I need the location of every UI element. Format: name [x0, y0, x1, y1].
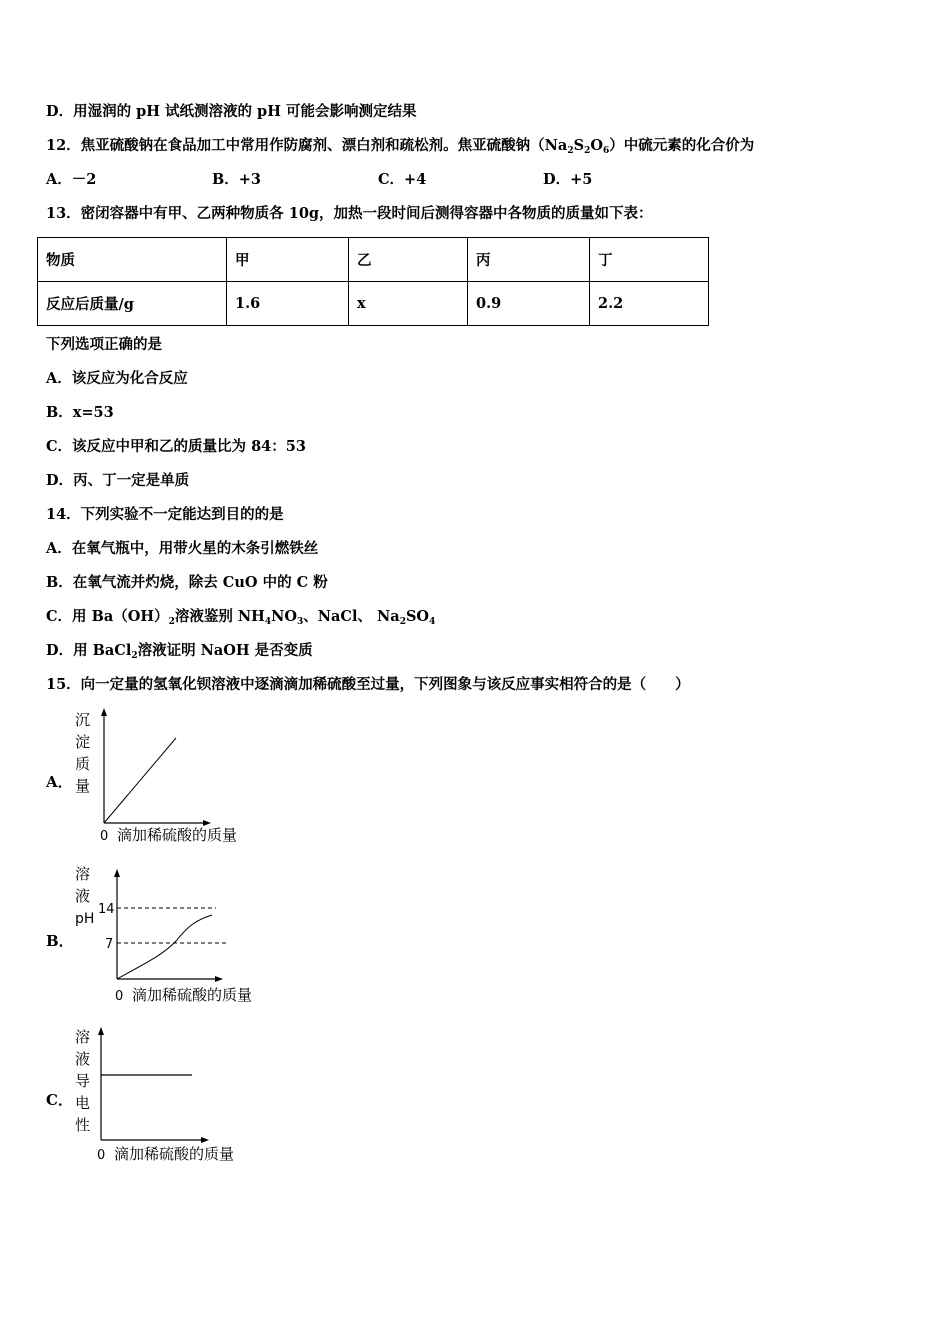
q12-option-d: D．+5 — [543, 171, 593, 188]
graph-a-origin: 0 — [100, 829, 109, 844]
table-cell: 2.2 — [590, 282, 709, 326]
q15-stem: 15．向一定量的氢氧化钡溶液中逐滴滴加稀硫酸至过量，下列图象与该反应事实相符合的是（ ） — [46, 676, 690, 693]
graph-c-y-arrow — [98, 1027, 104, 1035]
table-cell: 1.6 — [227, 282, 349, 326]
graph-c — [70, 1022, 270, 1172]
q14-d-post: 溶液证明 NaOH 是否变质 — [137, 642, 313, 659]
q14-option-b: B．在氧气流并灼烧，除去 CuO 中的 C 粉 — [46, 574, 328, 591]
q13-prompt: 下列选项正确的是 — [46, 336, 162, 353]
graph-b-x-arrow — [215, 976, 223, 982]
graph-a — [70, 705, 270, 850]
q14-option-c — [46, 608, 435, 631]
graph-c-ylabel-4: 性 — [75, 1116, 91, 1134]
graph-c-xlabel: 滴加稀硫酸的质量 — [114, 1145, 235, 1163]
graph-c-ylabel-0: 溶 — [75, 1028, 91, 1046]
q12-option-a: A．－2 — [46, 171, 97, 188]
table-cell: x — [349, 282, 468, 326]
graph-b-xlabel: 滴加稀硫酸的质量 — [132, 986, 253, 1004]
graph-a-y-arrow — [101, 708, 107, 716]
q12-sub1: 2 — [567, 146, 574, 156]
graph-b-tick-7: 7 — [105, 937, 114, 952]
q11-option-d: D．用湿润的 pH 试纸测溶液的 pH 可能会影响测定结果 — [46, 103, 417, 120]
graph-a-label: A． — [46, 773, 73, 791]
graph-b-ylabel-1: 液 — [75, 887, 91, 905]
q13-option-a: A．该反应为化合反应 — [46, 370, 188, 387]
q12-sub3: 6 — [602, 146, 610, 156]
table-cell: 甲 — [227, 238, 349, 282]
q14-option-a: A．在氧气瓶中，用带火星的木条引燃铁丝 — [46, 540, 319, 557]
q14-stem: 14．下列实验不一定能达到目的的是 — [46, 506, 284, 523]
graph-a-xlabel: 滴加稀硫酸的质量 — [117, 826, 238, 844]
q12-option-b: B．+3 — [212, 171, 261, 188]
q14-c-sub2: 4 — [264, 617, 272, 627]
table-cell: 反应后质量/g — [38, 282, 227, 326]
graph-b-curve — [117, 915, 212, 979]
q14-c-post2: SO — [405, 608, 430, 625]
graph-b-label: B． — [46, 932, 74, 950]
table-cell: 丙 — [468, 238, 590, 282]
q12-sub2: 2 — [584, 146, 591, 156]
graph-a-ylabel-0: 沉 — [75, 711, 91, 729]
q13-table — [37, 237, 709, 326]
q14-d-pre: D．用 BaCl — [46, 642, 132, 659]
graph-a-ylabel-2: 质 — [75, 755, 91, 773]
q14-c-sub: 2 — [168, 617, 175, 627]
graph-c-x-arrow — [201, 1137, 209, 1143]
q13-option-c: C．该反应中甲和乙的质量比为 84：53 — [46, 438, 306, 455]
graph-c-ylabel-2: 导 — [75, 1072, 91, 1090]
graph-b-ylabel-2: pH — [75, 911, 95, 927]
table-row — [38, 282, 709, 326]
table-cell: 丁 — [590, 238, 709, 282]
table-row — [38, 238, 709, 282]
q12-stem-before: 12．焦亚硫酸钠在食品加工中常用作防腐剂、漂白剂和疏松剂。焦亚硫酸钠（Na — [46, 137, 568, 154]
graph-b-ylabel-0: 溶 — [75, 865, 91, 883]
q12-stem-after: ）中硫元素的化合价为 — [609, 137, 755, 154]
graph-b-y-arrow — [114, 869, 120, 877]
q14-c-sub3: 3 — [297, 617, 304, 627]
q12-s: S — [573, 137, 585, 154]
q12-stem — [46, 137, 754, 160]
graph-c-origin: 0 — [97, 1148, 106, 1163]
graph-c-ylabel-3: 电 — [75, 1094, 91, 1112]
graph-c-label: C． — [46, 1091, 73, 1109]
graph-c-ylabel-1: 液 — [75, 1050, 91, 1068]
q14-c-mid: 溶液鉴别 NH — [174, 608, 265, 625]
graph-a-ylabel-1: 淀 — [75, 733, 91, 751]
table-cell: 物质 — [38, 238, 227, 282]
q12-o: O — [590, 137, 603, 154]
q14-option-d — [46, 642, 313, 665]
q14-c-sub4: 2 — [399, 617, 406, 627]
q14-c-pre: C．用 Ba（OH） — [46, 608, 169, 625]
graph-b — [70, 862, 280, 1007]
q13-option-b: B．x=53 — [46, 404, 114, 421]
table-cell: 乙 — [349, 238, 468, 282]
graph-a-curve — [104, 738, 176, 823]
table-cell: 0.9 — [468, 282, 590, 326]
q12-option-c: C．+4 — [378, 171, 427, 188]
graph-b-origin: 0 — [115, 989, 124, 1004]
graph-a-ylabel-3: 量 — [75, 777, 91, 795]
q13-stem: 13．密闭容器中有甲、乙两种物质各 10g，加热一段时间后测得容器中各物质的质量如下表： — [46, 205, 653, 222]
q14-c-post: 、NaCl、 Na — [303, 608, 400, 625]
q14-d-sub: 2 — [131, 651, 138, 661]
q13-option-d: D．丙、丁一定是单质 — [46, 472, 190, 489]
q14-c-mid2: NO — [271, 608, 298, 625]
q14-c-sub5: 4 — [429, 617, 436, 627]
graph-b-tick-14: 14 — [98, 902, 115, 917]
